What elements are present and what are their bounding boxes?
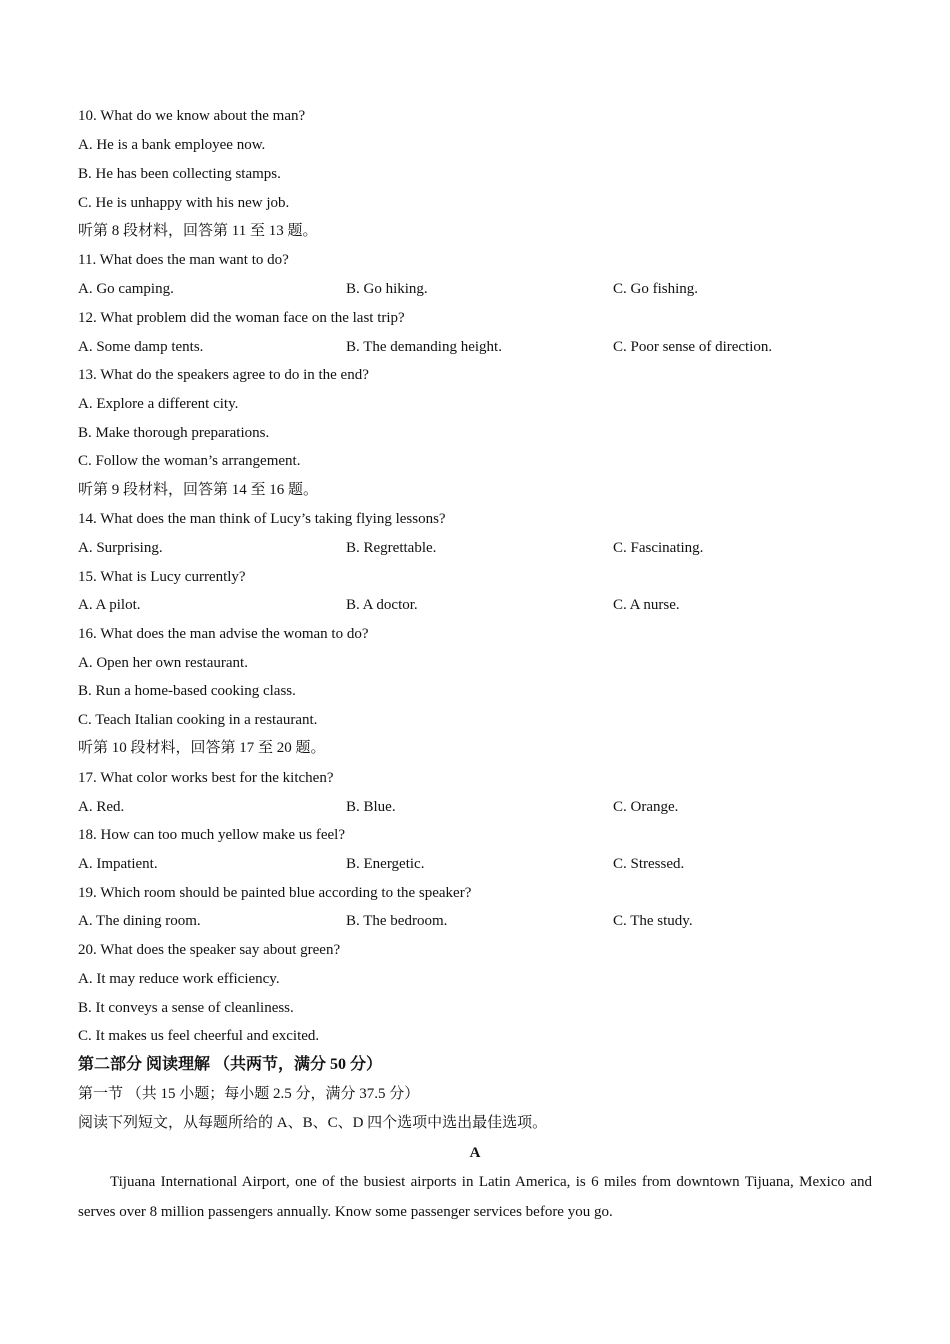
question-16-stem: 16. What does the man advise the woman to do? xyxy=(78,626,369,642)
question-11-option-c: C. Go fishing. xyxy=(613,281,699,297)
section-1-heading: 第一节 （共 15 小题；每小题 2.5 分，满分 37.5 分） xyxy=(78,1086,420,1102)
question-17-option-b: B. Blue. xyxy=(346,799,396,815)
question-16-option-b: B. Run a home-based cooking class. xyxy=(78,683,296,699)
question-17-stem: 17. What color works best for the kitchen? xyxy=(78,770,334,786)
question-20-option-b: B. It conveys a sense of cleanliness. xyxy=(78,1000,294,1016)
question-18-option-c: C. Stressed. xyxy=(613,856,685,872)
question-15-option-b: B. A doctor. xyxy=(346,597,418,613)
question-13-option-a: A. Explore a different city. xyxy=(78,396,239,412)
question-11-option-a: A. Go camping. xyxy=(78,281,174,297)
question-10-option-b: B. He has been collecting stamps. xyxy=(78,166,281,182)
question-20-option-c: C. It makes us feel cheerful and excited. xyxy=(78,1028,320,1044)
question-12-option-a: A. Some damp tents. xyxy=(78,339,204,355)
section-9-instruction: 听第 9 段材料，回答第 14 至 16 题。 xyxy=(78,482,319,498)
question-17-option-c: C. Orange. xyxy=(613,799,679,815)
question-11-option-b: B. Go hiking. xyxy=(346,281,428,297)
reading-instruction: 阅读下列短文，从每题所给的 A、B、C、D 四个选项中选出最佳选项。 xyxy=(78,1115,548,1131)
passage-label: A xyxy=(469,1145,481,1161)
question-19-option-b: B. The bedroom. xyxy=(346,913,448,929)
section-8-instruction: 听第 8 段材料，回答第 11 至 13 题。 xyxy=(78,223,318,239)
question-10-option-a: A. He is a bank employee now. xyxy=(78,137,266,153)
question-14-stem: 14. What does the man think of Lucy’s taking flying lessons? xyxy=(78,511,446,527)
question-18-option-a: A. Impatient. xyxy=(78,856,158,872)
question-14-option-a: A. Surprising. xyxy=(78,540,163,556)
question-10-option-c: C. He is unhappy with his new job. xyxy=(78,195,290,211)
question-13-option-c: C. Follow the woman’s arrangement. xyxy=(78,453,301,469)
question-19-option-a: A. The dining room. xyxy=(78,913,201,929)
question-15-option-c: C. A nurse. xyxy=(613,597,680,613)
question-20-stem: 20. What does the speaker say about green? xyxy=(78,942,341,958)
question-14-option-c: C. Fascinating. xyxy=(613,540,704,556)
question-16-option-c: C. Teach Italian cooking in a restaurant. xyxy=(78,712,318,728)
question-14-option-b: B. Regrettable. xyxy=(346,540,437,556)
question-15-stem: 15. What is Lucy currently? xyxy=(78,569,246,585)
question-19-option-c: C. The study. xyxy=(613,913,693,929)
passage-paragraph: Tijuana International Airport, one of the busiest airports in Latin America, is 6 miles from downtown Tijuana, Mexico and serves over 8 million passengers annually. Know some passenger services before you go. xyxy=(78,1174,872,1220)
question-13-stem: 13. What do the speakers agree to do in the end? xyxy=(78,367,369,383)
question-20-option-a: A. It may reduce work efficiency. xyxy=(78,971,280,987)
question-12-option-b: B. The demanding height. xyxy=(346,339,502,355)
section-10-instruction: 听第 10 段材料，回答第 17 至 20 题。 xyxy=(78,740,326,756)
question-10-stem: 10. What do we know about the man? xyxy=(78,108,306,124)
question-15-option-a: A. A pilot. xyxy=(78,597,141,613)
question-18-stem: 18. How can too much yellow make us feel? xyxy=(78,827,346,843)
question-17-option-a: A. Red. xyxy=(78,799,125,815)
question-13-option-b: B. Make thorough preparations. xyxy=(78,425,270,441)
question-19-stem: 19. Which room should be painted blue according to the speaker? xyxy=(78,885,472,901)
part-2-heading: 第二部分 阅读理解 （共两节，满分 50 分） xyxy=(78,1056,383,1073)
question-16-option-a: A. Open her own restaurant. xyxy=(78,655,248,671)
question-18-option-b: B. Energetic. xyxy=(346,856,425,872)
question-11-stem: 11. What does the man want to do? xyxy=(78,252,289,268)
question-12-stem: 12. What problem did the woman face on the last trip? xyxy=(78,310,405,326)
question-12-option-c: C. Poor sense of direction. xyxy=(613,339,773,355)
